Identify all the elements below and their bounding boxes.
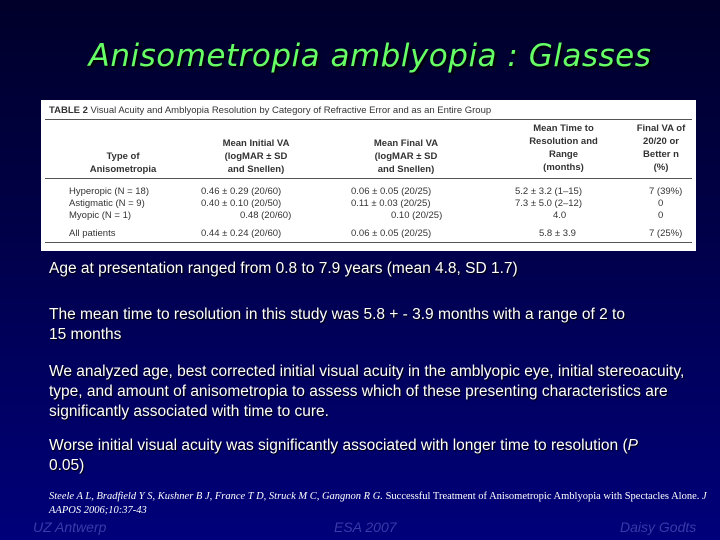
results-table: TABLE 2 Visual Acuity and Amblyopia Resolution by Category of Refractive Error and as an Entire Group Type of Anisometropia Mean Initial VA (logMAR ± SD and Snellen) Mean Final VA (logMAR ± SD and Snellen) Mean Time to Resolution and Range (months) Final VA of 20/20 or Better n (%) Hyperopic (N = 18) 0.46 ± 0.29 (20/60) 0.06 ± 0.05 (20/25) 5.2 ± 3.2 (1–15) 7 (39%) Astigmatic (N = 9) 0.40 ± 0.10 (20/50) 0.11 ± 0.03 (20/25) 7.3 ± 5.0 (2–12) 0 Myopic (N = 1) 0.48 (20/60) 0.10 (20/25) 4.0 0 All patients 0.44 ± 0.24 (20/60) 0.06 ± 0.05 (20/25) 5.8 ± 3.9 7 (25%) <box>41 100 696 251</box>
citation-authors: Steele A L, Bradfield Y S, Kushner B J, France T D, Struck M C, Gangnon R G. <box>49 491 383 502</box>
citation <box>49 490 709 518</box>
table-header-rule <box>45 178 692 179</box>
paragraph-age: Age at presentation ranged from 0.8 to 7.9 years (mean 4.8, SD 1.7) <box>49 260 518 277</box>
table-caption-text: Visual Acuity and Amblyopia Resolution by Category of Refractive Error and as an Entire Group <box>90 105 492 116</box>
footer-center: ESA 2007 <box>334 519 397 535</box>
footer-right: Daisy Godts <box>620 519 697 535</box>
header-final: Mean Final VA (logMAR ± SD and Snellen) <box>373 138 439 175</box>
paragraph-analysis: We analyzed age, best corrected initial visual acuity in the amblyopic eye, initial stereoacuity, type, and amount of anisometropia to assess which of these presenting characteristics are significantly associated with time to cure. <box>49 363 685 420</box>
header-type: Type of Anisometropia <box>89 151 157 175</box>
header-initial: Mean Initial VA (logMAR ± SD and Snellen) <box>222 138 290 175</box>
slide-title: Anisometropia amblyopia : Glasses <box>88 38 652 74</box>
table-caption-label: TABLE 2 <box>49 105 88 116</box>
paragraph-time-to-resolution: The mean time to resolution in this study was 5.8 + - 3.9 months with a range of 2 to 15 months <box>49 306 625 343</box>
citation-journal: J AAPOS 2006;10:37-43 <box>49 491 707 516</box>
table-bottom-rule <box>45 242 692 243</box>
footer-left: UZ Antwerp <box>33 519 107 535</box>
header-pct: Final VA of 20/20 or Better n (%) <box>636 123 686 173</box>
table-caption <box>49 105 491 116</box>
paragraph-conclusion: Worse initial visual acuity was significantly associated with longer time to resolution (P 0.05) <box>49 437 638 474</box>
header-time: Mean Time to Resolution and Range (months) <box>529 123 598 173</box>
citation-title: Successful Treatment of Anisometropic Amblyopia with Spectacles Alone. <box>382 491 700 502</box>
table-top-rule <box>45 119 692 120</box>
